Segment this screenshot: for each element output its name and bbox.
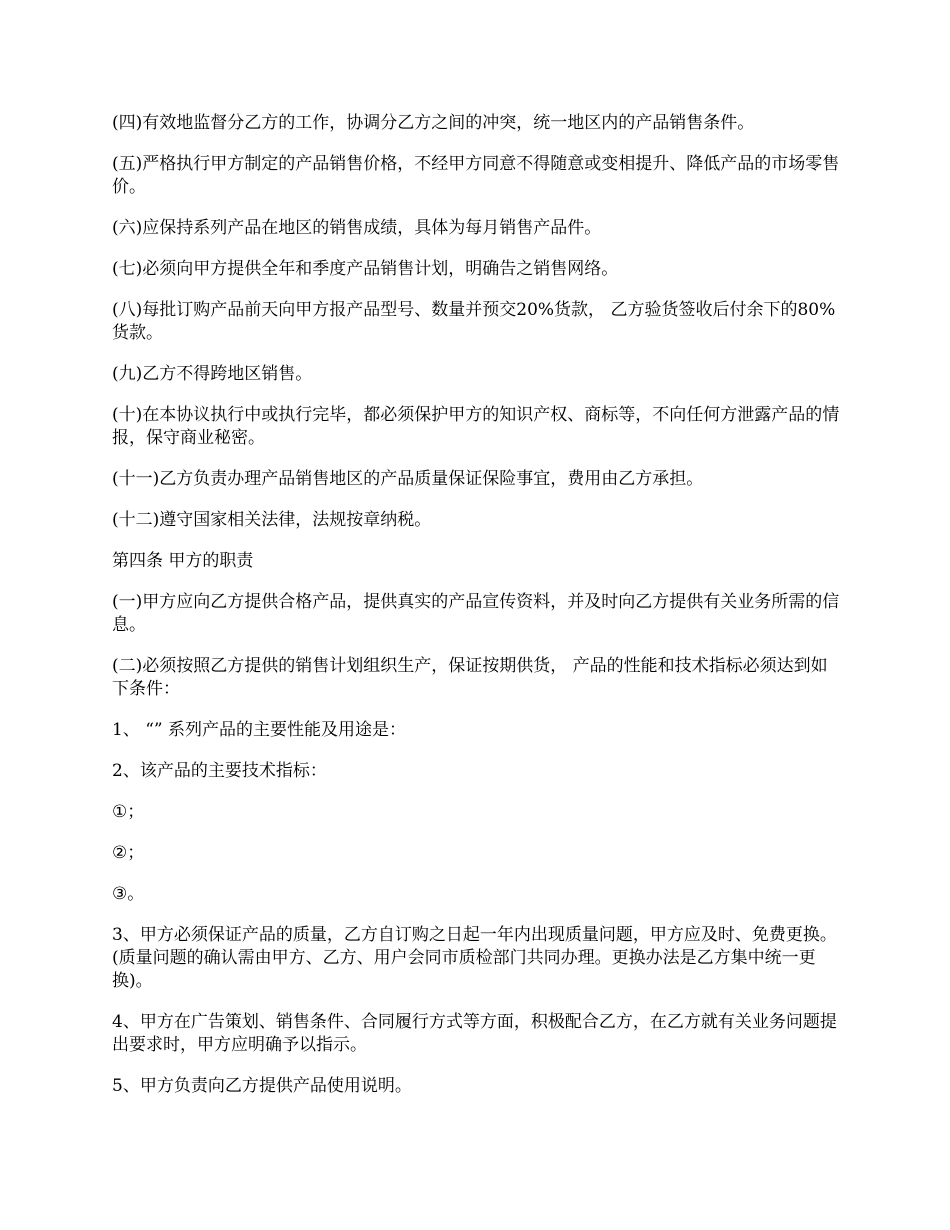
clause-6-sales-target: (六)应保持系列产品在地区的销售成绩，具体为每月销售产品件。 bbox=[112, 218, 602, 238]
clause-8-payment: (八)每批订购产品前天向甲方报产品型号、数量并预交20%货款， 乙方验货签收后付余下的80%货款。 bbox=[112, 300, 836, 343]
duty-1-supply: (一)甲方应向乙方提供合格产品，提供真实的产品宣传资料，并及时向乙方提供有关业务所需的信息。 bbox=[112, 592, 840, 635]
clause-11-insurance: (十一)乙方负责办理产品销售地区的产品质量保证保险事宜，费用由乙方承担。 bbox=[112, 469, 704, 489]
document-page bbox=[112, 112, 840, 1116]
item-5-manual: 5、甲方负责向乙方提供产品使用说明。 bbox=[112, 1076, 412, 1096]
index-item-2: ②； bbox=[112, 843, 145, 863]
duty-2-production: (二)必须按照乙方提供的销售计划组织生产，保证按期供货， 产品的性能和技术指标必须达到如下条件： bbox=[112, 656, 828, 699]
item-1-performance: 1、 “” 系列产品的主要性能及用途是： bbox=[112, 720, 407, 740]
clause-4-supervise: (四)有效地监督分乙方的工作，协调分乙方之间的冲突，统一地区内的产品销售条件。 bbox=[112, 113, 755, 133]
clause-10-ip: (十)在本协议执行中或执行完毕，都必须保护甲方的知识产权、商标等，不向任何方泄露产品的情报，保守商业秘密。 bbox=[112, 405, 840, 448]
index-item-1: ①； bbox=[112, 802, 145, 822]
item-4-cooperation: 4、甲方在广告策划、销售条件、合同履行方式等方面，积极配合乙方，在乙方就有关业务问题提出要求时，甲方应明确予以指示。 bbox=[112, 1012, 837, 1055]
article-4-heading: 第四条 甲方的职责 bbox=[112, 551, 254, 571]
item-2-tech-index: 2、该产品的主要技术指标： bbox=[112, 761, 327, 781]
item-3-quality: 3、甲方必须保证产品的质量，乙方自订购之日起一年内出现质量问题，甲方应及时、免费更换。(质量问题的确认需由甲方、乙方、用户会同市质检部门共同办理。更换办法是乙方集中统一更换)。 bbox=[112, 925, 837, 991]
index-item-3: ③。 bbox=[112, 884, 145, 904]
clause-7-sales-plan: (七)必须向甲方提供全年和季度产品销售计划，明确告之销售网络。 bbox=[112, 259, 619, 279]
clause-5-price: (五)严格执行甲方制定的产品销售价格，不经甲方同意不得随意或变相提升、降低产品的市场零售价。 bbox=[112, 154, 840, 197]
clause-12-tax: (十二)遵守国家相关法律，法规按章纳税。 bbox=[112, 510, 432, 530]
clause-9-region: (九)乙方不得跨地区销售。 bbox=[112, 364, 313, 384]
